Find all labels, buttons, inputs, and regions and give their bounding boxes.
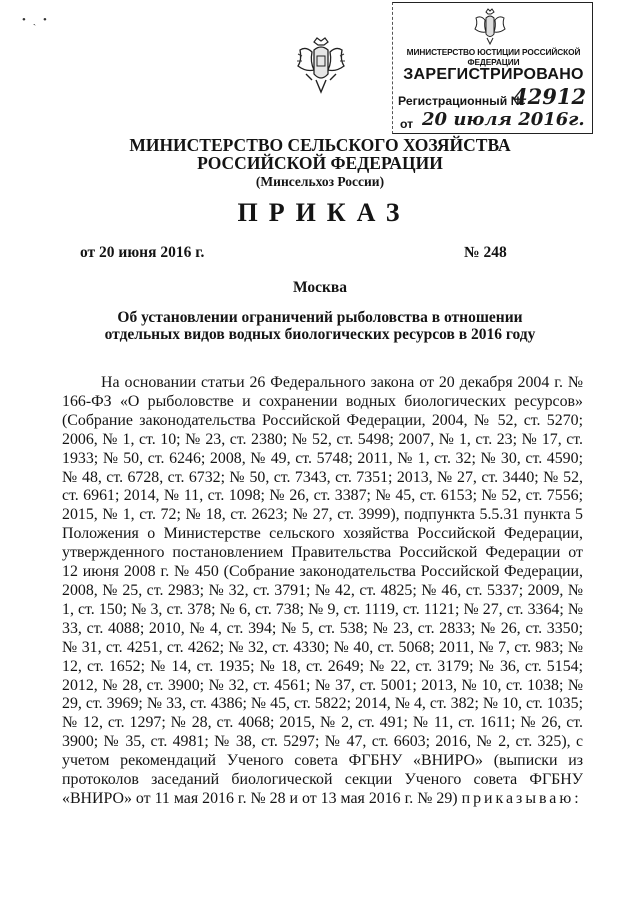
stamp-date-label: от (400, 117, 414, 131)
registration-stamp (392, 2, 593, 134)
stamp-ministry-name: МИНИСТЕРСТВО ЮСТИЦИИ РОССИЙСКОЙ ФЕДЕРАЦИИ (406, 47, 581, 67)
corner-marks: • ˏ • (22, 14, 49, 26)
stamp-regnum-label: Регистрационный № (398, 94, 525, 108)
preamble-paragraph: На основании статьи 26 Федерального закона от 20 декабря 2004 г. № 166-ФЗ «О рыболовстве и сохранении водных биологических ресурсов» (Собрание законодательства Российской Федерации, 2004, № 52, ст. 5270; 2006, № 1, ст. 10; № 23, ст. 2380; № 52, ст. 5498; 2007, № 1, ст. 23; № 17, ст. 1933; № 50, ст. 6246; 2008, № 49, ст. 5748; 2011, № 1, ст. 32; № 30, ст. 4590; № 48, ст. 6728, ст. 6732; № 50, ст. 7343, ст. 7351; 2013, № 27, ст. 3440; № 52, ст. 6961; 2014, № 11, ст. 1098; № 26, ст. 3387; № 45, ст. 6153; № 52, ст. 7556; 2015, № 1, ст. 72; № 18, ст. 2623; № 27, ст. 3999), подпункта 5.5.31 пункта 5 Положения о Министерстве сельского хозяйства Российской Федерации, утвержденного постановлением Правительства Российской Федерации от 12 июня 2008 г. № 450 (Собрание законодательства Российской Федерации, 2008, № 25, ст. 2983; № 32, ст. 3791; № 42, ст. 4825; № 46, ст. 5337; 2009, № 1, ст. 150; № 3, ст. 378; № 6, ст. 738; № 9, ст. 1119, ст. 1121; № 27, ст. 3364; № 33, ст. 4088; 2010, № 4, ст. 394; № 5, ст. 538; № 23, ст. 2833; № 26, ст. 3350; № 31, ст. 4251, ст. 4262; № 32, ст. 4330; № 40, ст. 5068; 2011, № 7, ст. 983; № 12, ст. 1652; № 14, ст. 1935; № 18, ст. 2649; № 22, ст. 3179; № 36, ст. 5154; 2012, № 28, ст. 3900; № 32, ст. 4561; № 37, ст. 5001; 2013, № 10, ст. 1038; № 29, ст. 3969; № 33, ст. 4386; № 45, ст. 5822; 2014, № 4, ст. 382; № 10, ст. 1035; № 12, ст. 1297; № 28, ст. 4068; 2015, № 2, ст. 491; № 11, ст. 1611; № 26, ст. 3900; № 35, ст. 4981; № 38, ст. 5297; № 47, ст. 6603; 2016, № 2, ст. 325), с учетом рекомендаций Ученого совета ФГБНУ «ВНИРО» (выписки из протоколов заседаний биологической секции Ученого совета ФГБНУ «ВНИРО» от 11 мая 2016 г. № 28 и от 13 мая 2016 г. № 29) (62, 374, 583, 807)
city: Москва (292, 279, 348, 296)
stamp-registered-label: ЗАРЕГИСТРИРОВАНО (403, 66, 584, 83)
order-number: № 248 (464, 244, 507, 261)
order-closing-word: приказываю: (461, 789, 582, 807)
order-date: от 20 июня 2016 г. (80, 244, 205, 261)
stamp-emblem-icon (471, 8, 509, 46)
ministry-abbreviation: (Минсельхоз России) (255, 174, 385, 189)
order-title: Об установлении ограничений рыболовства в отношении отдельных видов водных биологических ресурсов в 2016 году (104, 309, 536, 343)
coat-of-arms-icon (292, 36, 350, 100)
order-body (62, 374, 583, 809)
stamp-regnum-value: 42912 (513, 84, 587, 109)
ministry-name-line2: РОССИЙСКОЙ ФЕДЕРАЦИИ (197, 153, 443, 173)
document-type-heading: ПРИКАЗ (237, 198, 411, 227)
ministry-name-line1: МИНИСТЕРСТВО СЕЛЬСКОГО ХОЗЯЙСТВА (129, 135, 511, 155)
stamp-date-value: 20 июля 2016г. (422, 109, 585, 130)
